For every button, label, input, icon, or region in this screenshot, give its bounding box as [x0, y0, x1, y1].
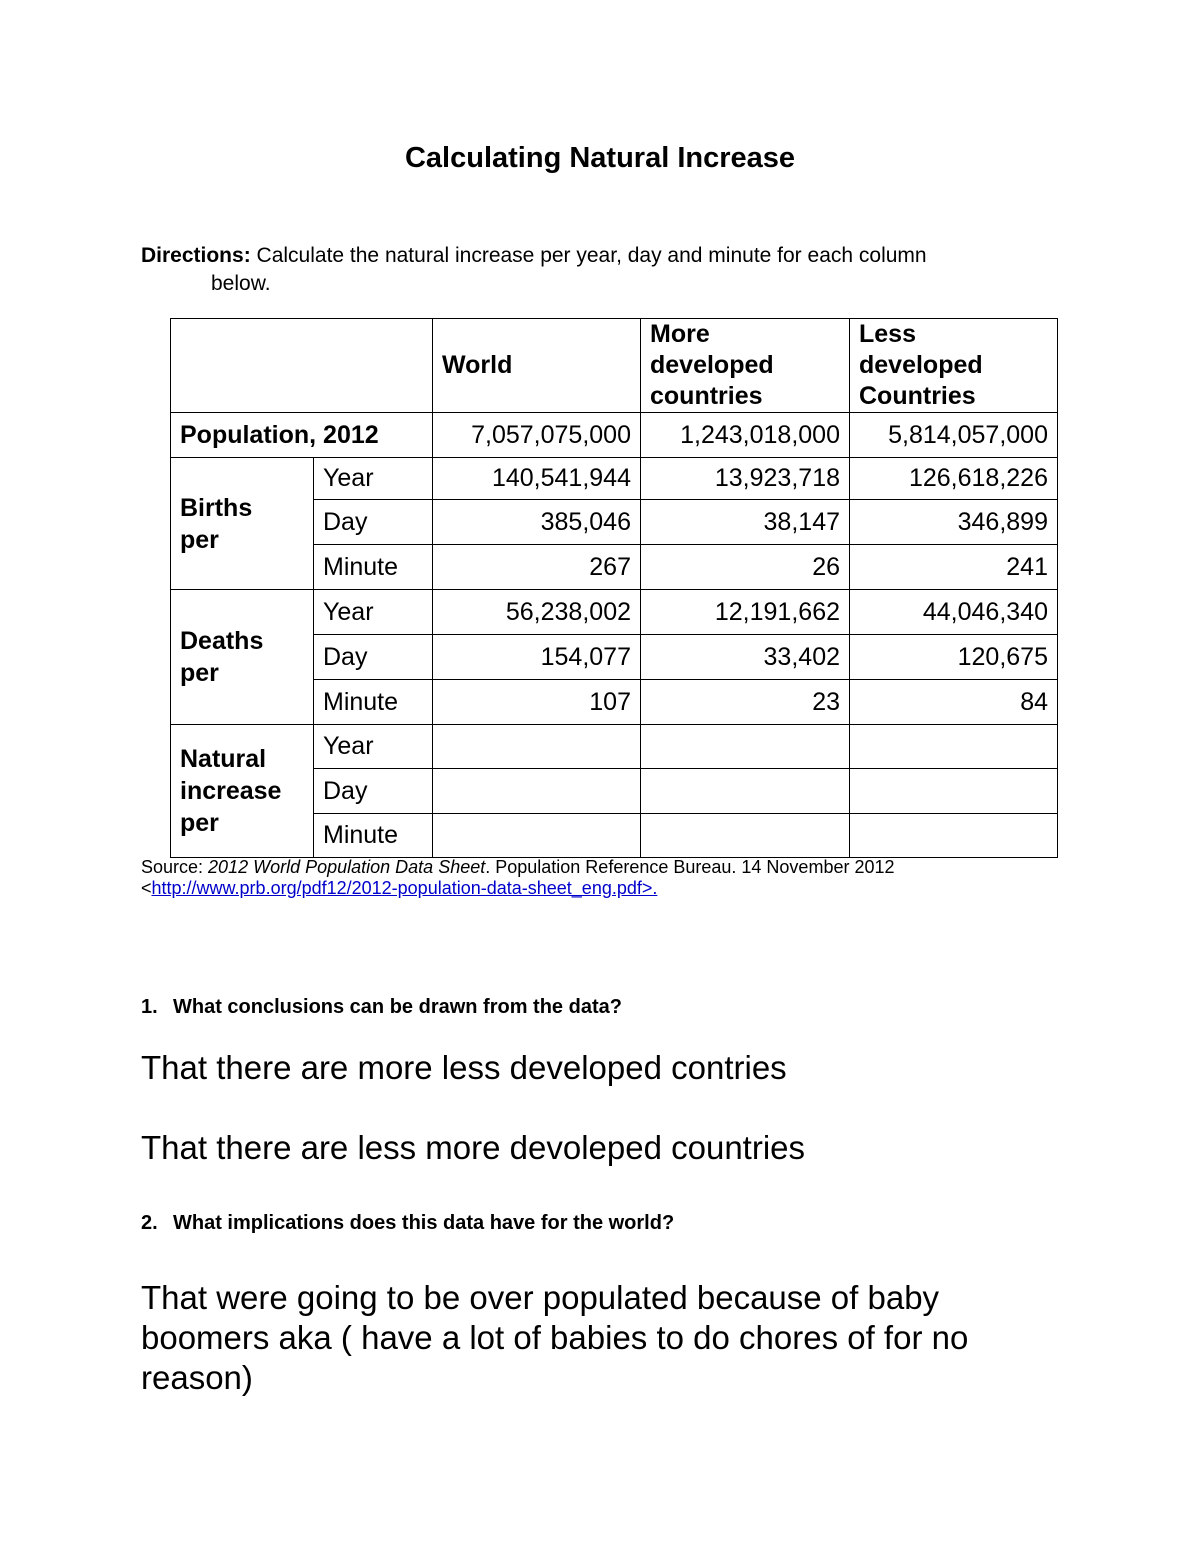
births-more: 26: [641, 545, 850, 590]
natural-increase-label-line: increase: [180, 777, 282, 805]
births-less: 126,618,226: [850, 458, 1058, 500]
deaths-more: 12,191,662: [641, 590, 850, 635]
births-world: 385,046: [433, 500, 641, 545]
directions-text-line1: Calculate the natural increase per year, day and minute for each column: [256, 244, 927, 267]
header-less-line: Less: [859, 320, 916, 348]
population-row: [171, 413, 1058, 458]
natural-increase-table: [170, 318, 1058, 858]
births-row-year: [171, 458, 1058, 500]
births-less: 346,899: [850, 500, 1058, 545]
deaths-label-line: Deaths: [180, 627, 264, 655]
births-more: 13,923,718: [641, 458, 850, 500]
source-lt: <: [141, 878, 152, 898]
source-rest: . Population Reference Bureau. 14 November 2012: [485, 857, 895, 877]
natural-increase-world-cell[interactable]: [433, 725, 641, 769]
births-label: [171, 458, 314, 590]
answer-1a: That there are more less developed contries: [141, 1049, 787, 1086]
header-less-developed: [850, 319, 1058, 413]
population-label: Population, 2012: [171, 413, 433, 458]
natural-increase-less-cell[interactable]: [850, 814, 1058, 858]
births-more: 38,147: [641, 500, 850, 545]
population-more: 1,243,018,000: [641, 413, 850, 458]
deaths-less: 84: [850, 680, 1058, 725]
natural-increase-label-line: per: [180, 809, 219, 837]
deaths-period: Day: [314, 635, 433, 680]
answer-2: That were going to be over populated because of baby boomers aka ( have a lot of babies to do chores of for no reason): [141, 1279, 969, 1396]
deaths-world: 154,077: [433, 635, 641, 680]
header-more-line: developed: [650, 351, 774, 379]
natural-increase-world-cell[interactable]: [433, 769, 641, 814]
natural-increase-period: Year: [314, 725, 433, 769]
natural-increase-more-cell[interactable]: [641, 769, 850, 814]
deaths-world: 107: [433, 680, 641, 725]
header-less-line: Countries: [859, 382, 976, 410]
natural-increase-row-year: [171, 725, 1058, 769]
births-label-line: per: [180, 525, 219, 554]
source-prefix: Source:: [141, 857, 209, 877]
deaths-label-line: per: [180, 659, 219, 687]
natural-increase-period: Day: [314, 769, 433, 814]
header-empty-cell: [171, 319, 433, 413]
births-period: Minute: [314, 545, 433, 590]
natural-increase-label: [171, 725, 314, 858]
births-less: 241: [850, 545, 1058, 590]
question-text: What conclusions can be drawn from the data?: [173, 996, 622, 1018]
births-period: Year: [314, 458, 433, 500]
directions-text-line2: below.: [211, 272, 271, 295]
question-1: [141, 996, 622, 1019]
natural-increase-less-cell[interactable]: [850, 769, 1058, 814]
natural-increase-label-line: Natural: [180, 745, 267, 773]
natural-increase-world-cell[interactable]: [433, 814, 641, 858]
question-number: 2.: [141, 1212, 158, 1234]
directions-label: Directions:: [141, 244, 251, 267]
births-world: 140,541,944: [433, 458, 641, 500]
header-world: World: [433, 319, 641, 413]
question-text: What implications does this data have for the world?: [173, 1212, 675, 1234]
deaths-less: 120,675: [850, 635, 1058, 680]
population-less: 5,814,057,000: [850, 413, 1058, 458]
directions: [141, 242, 1041, 298]
deaths-more: 33,402: [641, 635, 850, 680]
population-world: 7,057,075,000: [433, 413, 641, 458]
header-more-line: countries: [650, 382, 763, 410]
table-header-row: [171, 319, 1058, 413]
deaths-label: [171, 590, 314, 725]
answer-1b: That there are less more devoleped countries: [141, 1129, 806, 1166]
deaths-less: 44,046,340: [850, 590, 1058, 635]
deaths-period: Year: [314, 590, 433, 635]
source-title: 2012 World Population Data Sheet: [208, 857, 486, 877]
deaths-period: Minute: [314, 680, 433, 725]
deaths-world: 56,238,002: [433, 590, 641, 635]
natural-increase-more-cell[interactable]: [641, 725, 850, 769]
births-label-line: Births: [180, 493, 253, 522]
question-2: [141, 1212, 674, 1235]
deaths-row-year: [171, 590, 1058, 635]
header-less-line: developed: [859, 351, 983, 379]
header-more-developed: [641, 319, 850, 413]
natural-increase-period: Minute: [314, 814, 433, 858]
source-link[interactable]: http://www.prb.org/pdf12/2012-population-data-sheet_eng.pdf>.: [151, 878, 658, 898]
header-more-line: More: [650, 320, 710, 348]
page-title: Calculating Natural Increase: [404, 142, 796, 174]
natural-increase-less-cell[interactable]: [850, 725, 1058, 769]
natural-increase-more-cell[interactable]: [641, 814, 850, 858]
births-world: 267: [433, 545, 641, 590]
source-citation: [141, 857, 1041, 899]
question-number: 1.: [141, 996, 158, 1018]
deaths-more: 23: [641, 680, 850, 725]
births-period: Day: [314, 500, 433, 545]
